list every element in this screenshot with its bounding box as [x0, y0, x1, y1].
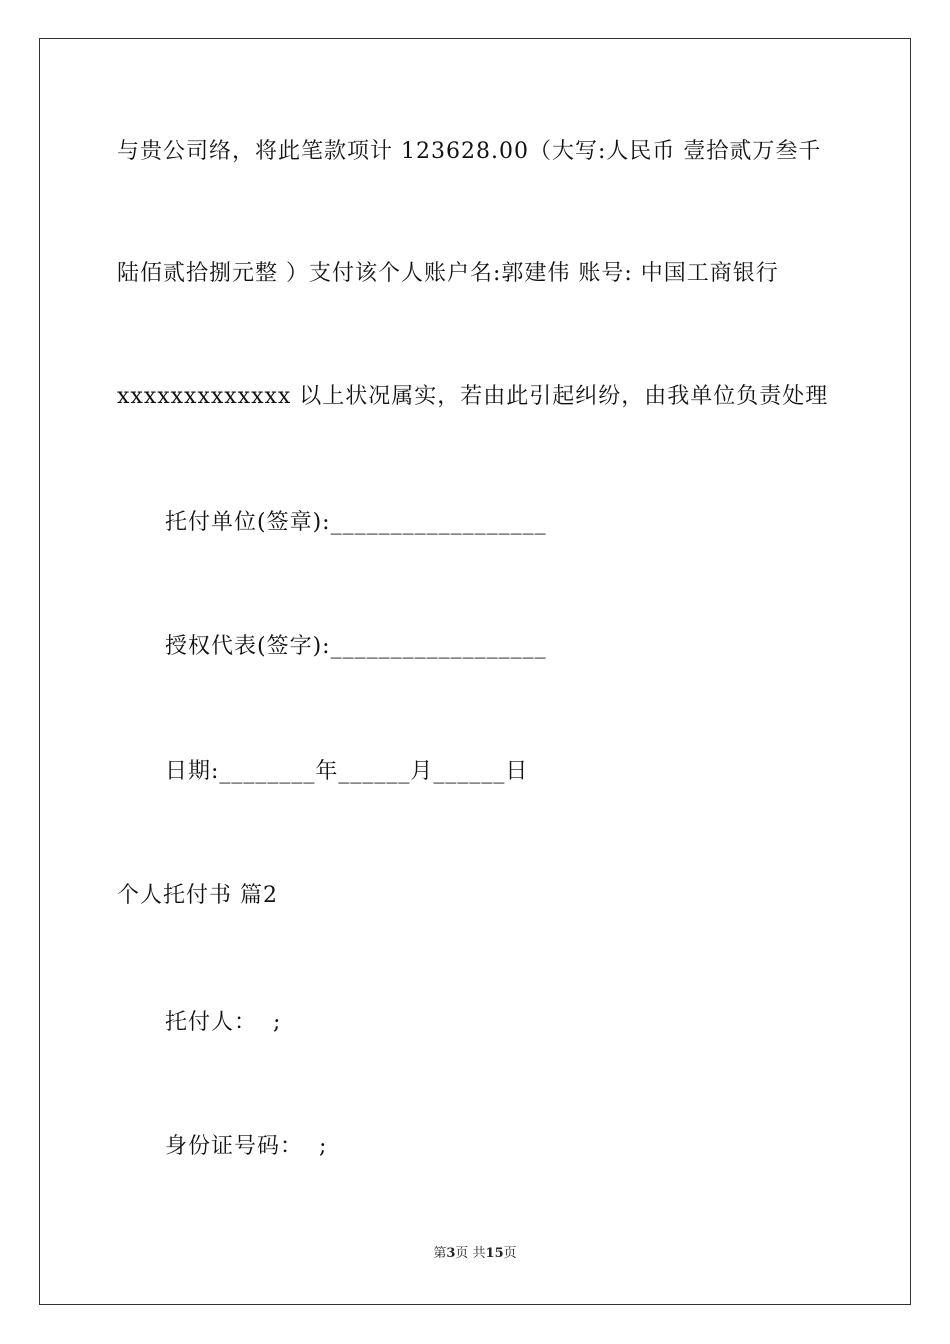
body-paragraph-line-2: 陆佰贰拾捌元整 ）支付该个人账户名:郭建伟 账号: 中国工商银行	[117, 261, 779, 286]
body-paragraph-line-1: 与贵公司络，将此笔款项计 123628.00（大写:人民币 壹拾贰万叁千	[117, 139, 822, 164]
footer-suffix: 页	[503, 1246, 517, 1261]
id-number-field: 身份证号码： ;	[165, 1134, 328, 1159]
page-border	[39, 38, 911, 1305]
section-heading: 个人托付书 篇2	[117, 883, 278, 908]
footer-mid: 页 共	[455, 1246, 486, 1261]
signature-representative-line: 授权代表(签字):__________________	[165, 634, 547, 659]
footer-prefix: 第	[433, 1246, 447, 1261]
page-number-footer	[0, 1245, 950, 1263]
entrustor-field: 托付人： ;	[165, 1010, 282, 1035]
footer-current-page: 3	[446, 1246, 456, 1261]
footer-total-pages: 15	[485, 1246, 504, 1261]
date-line: 日期:________年______月______日	[165, 759, 529, 784]
signature-unit-line: 托付单位(签章):__________________	[165, 510, 547, 535]
body-paragraph-line-3: xxxxxxxxxxxxx 以上状况属实，若由此引起纠纷，由我单位负责处理	[117, 384, 829, 409]
